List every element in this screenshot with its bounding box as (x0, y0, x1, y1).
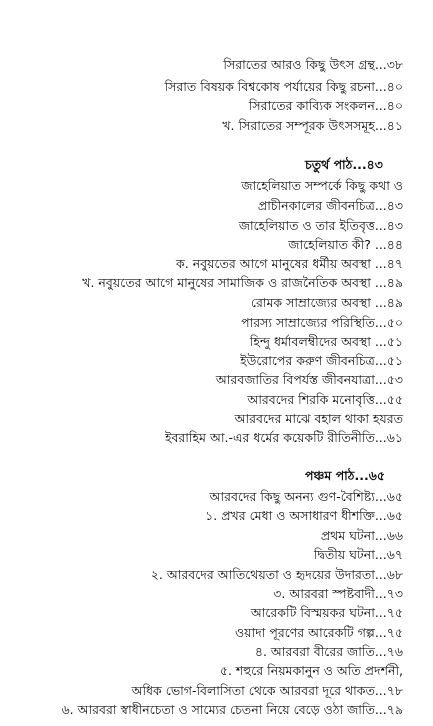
toc-entry: প্রথম ঘটনা...৬৬ (320, 528, 403, 543)
toc-entry: রোমক সাম্রাজ্যের অবস্থা ...৪৯ (250, 295, 403, 310)
section-heading: পঞ্চম পাঠ...৬৫ (305, 468, 385, 483)
toc-entry: হিন্দু ধর্মাবলম্বীদের অবস্থা ...৫১ (249, 334, 403, 349)
toc-entry: খ. নবুয়তের আগে মানুষের সামাজিক ও রাজনৈতিক অবস্থা ...৪৯ (82, 275, 403, 290)
toc-entry: অধিক ভোগ-বিলাসিতা থেকে আরবরা দূরে থাকত...৭৮ (131, 683, 403, 698)
toc-entry: আরবদের মাঝে বহাল থাকা হযরত (234, 411, 403, 426)
toc-entry: জাহেলিয়াত কী? ...৪৪ (288, 237, 403, 252)
section-heading: চতুর্থ পাঠ...৪৩ (305, 157, 383, 172)
toc-entry: ৪. আরবরা বীরের জাতি...৭৬ (254, 644, 403, 659)
toc-entry: ৫. শহুরে নিয়মকানুন ও অতি প্রদর্শনী, (219, 663, 403, 678)
toc-entry: ২. আরবদের আতিথেয়তা ও হৃদয়ের উদারতা...৬৮ (150, 567, 403, 582)
toc-entry: জাহেলিয়াত সম্পর্কে কিছু কথা ও (241, 178, 403, 193)
toc-entry: আরবদের শিরকি মনোবৃত্তি...৫৫ (247, 392, 403, 407)
toc-entry: সিরাতের কাব্যিক সংকলন...৪০ (248, 98, 403, 113)
toc-entry: সিরাত বিষয়ক বিশ্বকোষ পর্যায়ের কিছু রচনা...৪০ (164, 79, 403, 94)
toc-entry: আরবদের কিছু অনন্য গুণ-বৈশিষ্ট্য...৬৫ (209, 489, 403, 504)
toc-entry: আরেকটি বিস্ময়কর ঘটনা...৭৫ (250, 605, 403, 620)
toc-entry: ইবরাহিম আ.-এর ধর্মের কয়েকটি রীতিনীতি...৬১ (164, 430, 403, 445)
toc-entry: প্রাচীনকালের জীবনচিত্র...৪৩ (257, 198, 403, 213)
toc-entry: জাহেলিয়াত ও তার ইতিবৃত্ত...৪৩ (238, 218, 403, 233)
toc-entry: ক. নবুয়তের আগে মানুষের ধর্মীয় অবস্থা ...৪৭ (176, 256, 403, 271)
toc-entry: ১. প্রখর মেধা ও অসাধারণ ধীশক্তি...৬৫ (205, 508, 403, 523)
toc-entry: দ্বিতীয় ঘটনা...৬৭ (313, 547, 403, 562)
toc-entry: খ. সিরাতের সম্পূরক উৎসসমূহ...৪১ (222, 118, 403, 133)
toc-entry: ওয়াদা পূরণের আরেকটি গল্প...৭৫ (234, 625, 403, 640)
toc-entry: ৬. আরবরা স্বাধীনচেতা ও সাম্যের চেতনা নিয়ে বেড়ে ওঠা জাতি...৭৯ (61, 702, 403, 717)
toc-entry: ৩. আরবরা স্পষ্টবাদী...৭৩ (273, 586, 403, 601)
toc-entry: পারস্য সাম্রাজ্যের পরিস্থিতি...৫০ (241, 315, 403, 330)
toc-entry: আরবজাতির বিপর্যস্ত জীবনযাত্রা...৫৩ (215, 372, 403, 387)
toc-entry: সিরাতের আরও কিছু উৎস গ্রন্থ...৩৮ (223, 57, 403, 72)
toc-entry: ইউরোপের করুণ জীবনচিত্র...৫১ (240, 353, 403, 368)
